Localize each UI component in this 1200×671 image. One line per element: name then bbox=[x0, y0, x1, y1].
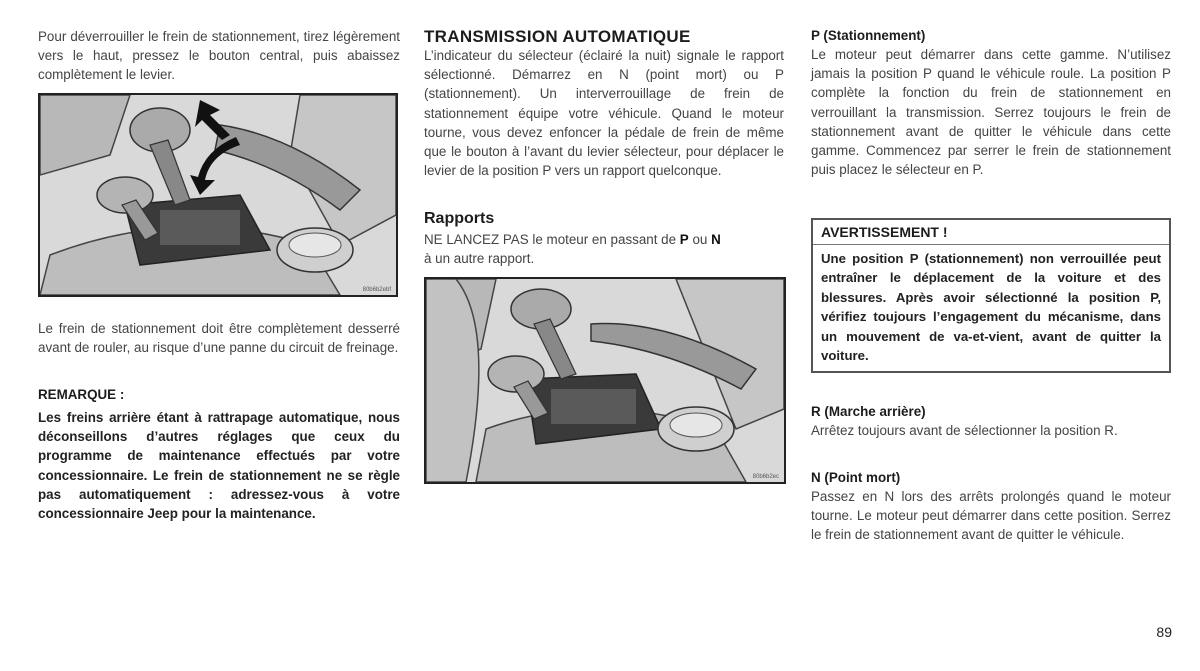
figure-code: 80b6b2ec bbox=[752, 474, 779, 480]
p-title: P (Stationnement) bbox=[811, 28, 926, 43]
warning-box bbox=[811, 218, 1171, 373]
warning-text: Une position P (stationnement) non verrouillée peut entraîner le déplacement de la voiture et des blessures. Après avoir sélectionné la position P, vérifiez toujours l’engagement du mécanisme, dans un mouvement de va-et-vient, avant de quitter la voiture. bbox=[821, 251, 1161, 364]
rapports-n: N bbox=[711, 232, 721, 247]
r-title: R (Marche arrière) bbox=[811, 404, 926, 419]
gear-selector-figure bbox=[424, 277, 786, 484]
parking-brake-illustration bbox=[40, 95, 396, 295]
note-title: REMARQUE : bbox=[38, 387, 125, 402]
parking-brake-warning-text: Le frein de stationnement doit être complètement desserré avant de rouler, au risque d’une panne du circuit de freinage. bbox=[38, 321, 400, 356]
parking-brake-release-text: Pour déverrouiller le frein de stationnement, tirez légèrement vers le haut, pressez le bouton central, puis abaissez complètement le levier. bbox=[38, 29, 400, 83]
transmission-intro-text: L’indicateur du sélecteur (éclairé la nuit) signale le rapport sélectionné. Démarrez en N (point mort) ou P (stationnement). Un interverrouillage de frein de stationnement équipe votre véhicule. Quand le moteur tourne, vous devez enfoncer la pédale de frein de même que le bouton à l’avant du levier sélecteur, pour déplacer le levier de la position P vers un rapport quelconque. bbox=[424, 48, 784, 179]
n-text: Passez en N lors des arrêts prolongés quand le moteur tourne. Le moteur peut démarrer dans cette position. Serrez le frein de stationnement avant de quitter le véhicule. bbox=[811, 489, 1171, 543]
note-text: Les freins arrière étant à rattrapage automatique, nous déconseillons d’autres réglages que ceux du programme de maintenance effectués par votre concessionnaire. Le frein de stationnement ne se règle pas automatiquement : adressez-vous à votre concessionnaire Jeep pour la maintenance. bbox=[38, 410, 400, 522]
parking-brake-figure bbox=[38, 93, 398, 297]
rapports-p: P bbox=[679, 232, 689, 247]
warning-title: AVERTISSEMENT ! bbox=[813, 220, 1169, 245]
rapports-text-a: NE LANCEZ PAS le moteur en passant de bbox=[424, 232, 680, 247]
r-text: Arrêtez toujours avant de sélectionner la position R. bbox=[811, 423, 1118, 438]
rapports-title: Rapports bbox=[424, 210, 495, 227]
section-title: TRANSMISSION AUTOMATIQUE bbox=[424, 27, 691, 46]
rapports-text bbox=[424, 230, 786, 268]
figure-code: 80b6b2ebf bbox=[362, 287, 391, 293]
page-number: 89 bbox=[1156, 624, 1172, 640]
rapports-ou: ou bbox=[688, 232, 712, 247]
p-text: Le moteur peut démarrer dans cette gamme. N’utilisez jamais la position P quand le véhicule roule. La position P complète la fonction du frein de stationnement en verrouillant la transmission. Serrez toujours le frein de stationnement avant de quitter le véhicule dans cette gamme. Commencez par serrer le frein de stationnement puis placez le sélecteur en P. bbox=[811, 47, 1171, 178]
gear-selector-illustration bbox=[426, 279, 784, 482]
rapports-text-b: à un autre rapport. bbox=[424, 251, 535, 267]
n-title: N (Point mort) bbox=[811, 470, 901, 485]
